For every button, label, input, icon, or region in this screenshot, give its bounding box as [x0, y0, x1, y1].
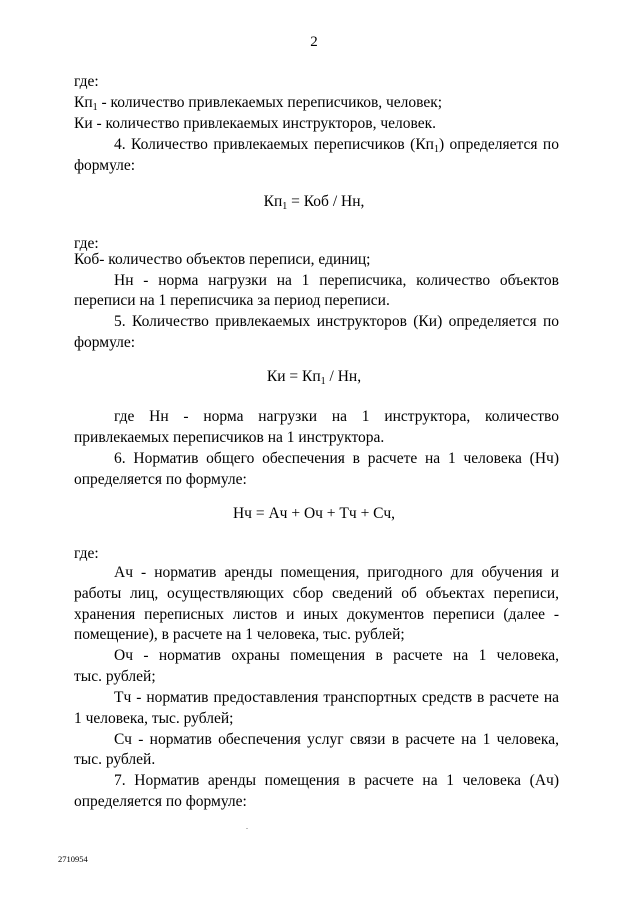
ach-definition-line-4: помещение), в расчете на 1 человека, тыс. рублей;: [74, 626, 405, 643]
nn-definition-line-1: Нн - норма нагрузки на 1 переписчика, количество объектов: [114, 272, 559, 289]
nn-definition-line-2: переписи на 1 переписчика за период переписи.: [74, 292, 390, 309]
where-label-4: где:: [74, 545, 99, 562]
page-number: 2: [310, 34, 318, 50]
formula-ki-lhs: Ки = Кп: [266, 368, 321, 385]
paragraph-7-line-1: 7. Норматив аренды помещения в расчете на 1 человека (Ач): [114, 772, 559, 789]
kp1-definition-text: - количество привлекаемых переписчиков, человек;: [97, 94, 443, 111]
paragraph-4-text-end: ) определяется по: [438, 136, 559, 153]
formula-kp1-rhs: = Коб / Нн,: [287, 193, 365, 210]
document-code: 2710954: [58, 854, 88, 864]
paragraph-6-line-2: определяется по формуле:: [74, 471, 247, 488]
kp-symbol: Кп: [263, 193, 283, 210]
subscript-1: 1: [282, 201, 288, 212]
sch-definition-line-1: Сч - норматив обеспечения услуг связи в расчете на 1 человека,: [114, 731, 559, 748]
paragraph-4-line-1: [74, 134, 559, 155]
och-definition-line-2: тыс. рублей;: [74, 668, 156, 685]
kob-definition: Коб- количество объектов переписи, единиц;: [74, 251, 371, 268]
formula-nch: Нч = Ач + Оч + Тч + Сч,: [232, 505, 395, 522]
kp1-definition: [74, 92, 559, 113]
where-label-2: где:: [74, 235, 99, 252]
where-label-1: где:: [74, 73, 99, 90]
subscript-1: 1: [320, 376, 326, 387]
where-nn-instructor-line-2: привлекаемых переписчиков на 1 инструктора.: [74, 429, 385, 446]
ki-definition: Ки - количество привлекаемых инструкторов, человек.: [74, 115, 437, 132]
kp-symbol: Кп: [415, 136, 434, 153]
tch-definition-line-1: Тч - норматив предоставления транспортных средств в расчете на: [114, 689, 559, 706]
tch-definition-line-2: 1 человека, тыс. рублей;: [74, 710, 234, 727]
ach-definition-line-1: Ач - норматив аренды помещения, пригодного для обучения и: [114, 564, 559, 581]
kp-symbol: Кп: [74, 94, 93, 111]
och-definition-line-1: Оч - норматив охраны помещения в расчете на 1 человека,: [114, 647, 559, 664]
formula-kp1: [0, 193, 628, 211]
subscript-1: 1: [92, 102, 98, 113]
formula-ki-rhs: / Нн,: [325, 368, 362, 385]
sch-definition-line-2: тыс. рублей.: [74, 751, 156, 768]
where-nn-instructor-line-1: где Нн - норма нагрузки на 1 инструктора, количество: [114, 408, 559, 425]
paragraph-5-line-2: формуле:: [74, 334, 136, 351]
ach-definition-line-2: работы лиц, осуществляющих сбор сведений об объектах переписи,: [74, 585, 559, 602]
paragraph-4-text-start: 4. Количество привлекаемых переписчиков (: [114, 136, 416, 153]
paragraph-6-line-1: 6. Норматив общего обеспечения в расчете на 1 человека (Нч): [114, 450, 559, 467]
subscript-1: 1: [433, 144, 439, 155]
paragraph-4-line-2: формуле:: [74, 157, 136, 174]
paragraph-7-line-2: определяется по формуле:: [74, 793, 247, 810]
formula-ki: [0, 368, 628, 386]
scan-artifact-dot: [246, 828, 248, 829]
paragraph-5-line-1: 5. Количество привлекаемых инструкторов (Ки) определяется по: [114, 313, 559, 330]
ach-definition-line-3: хранения переписных листов и иных документов переписи (далее -: [74, 606, 559, 623]
